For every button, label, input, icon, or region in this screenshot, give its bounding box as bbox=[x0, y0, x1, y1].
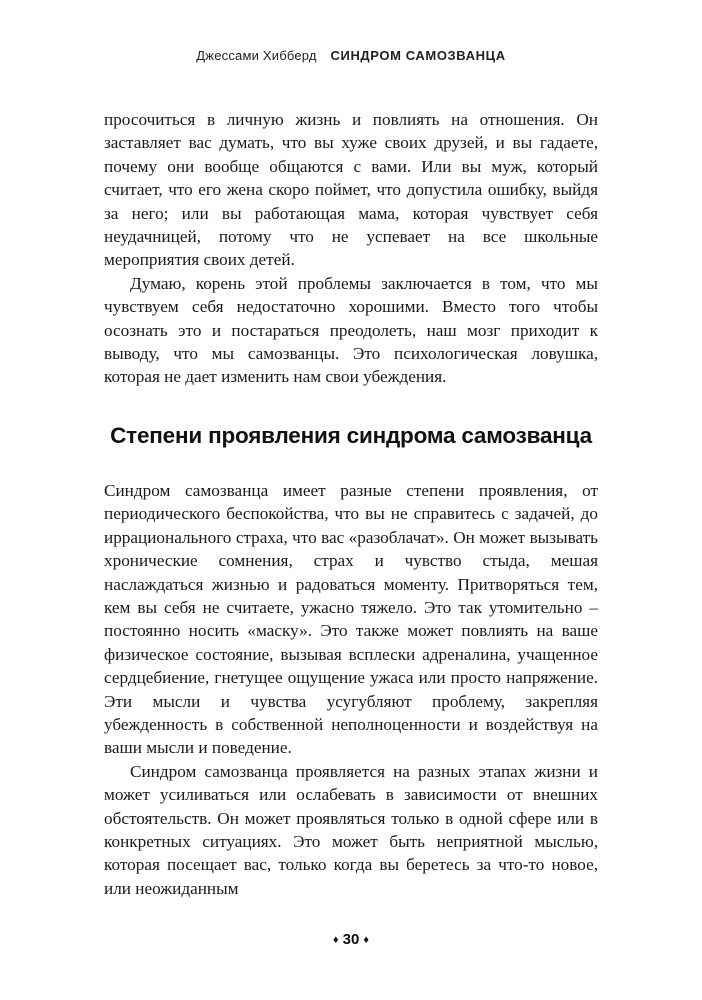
diamond-ornament-left: ♦ bbox=[333, 934, 339, 946]
header-author: Джессами Хибберд bbox=[196, 48, 317, 63]
running-header bbox=[0, 48, 702, 63]
body-paragraph-3: Синдром самозванца имеет разные степени проявления, от периодического беспокойства, что вы не справитесь с задачей, до иррационального страха, что вас «разоблачат». Он может вызывать хронические сомнения, страх и чувство стыда, мешая наслаждаться жизнью и радоваться моменту. Притворяться тем, кем вы себя не считаете, ужасно тяжело. Это так утомительно – постоянно носить «маску». Это также может повлиять на ваше физическое состояние, вызывая всплески адреналина, учащенное сердцебиение, гнетущее ощущение ужаса или просто напряжение. Эти мысли и чувства усугубляют проблему, закрепляя убежденность в собственной неполноценности и воздействуя на ваши мысли и поведение. bbox=[104, 480, 598, 758]
body-paragraph-4: Синдром самозванца проявляется на разных этапах жизни и может усиливаться или ослабевать в зависимости от внешних обстоятельств. Он может проявляться только в одной сфере или в конкретных ситуациях. Это может быть неприятной мыслью, которая посещает вас, только когда вы беретесь за что-то новое, или неожиданным bbox=[104, 761, 598, 898]
body-paragraph-2: Думаю, корень этой проблемы заключается в том, что мы чувствуем себя недостаточно хорошими. Вместо того чтобы осознать это и постараться преодолеть, наш мозг приходит к выводу, что мы самозванцы. Это психологическая ловушка, которая не дает изменить нам свои убеждения. bbox=[104, 273, 598, 387]
page-number-footer bbox=[0, 931, 702, 948]
page-number: 30 bbox=[342, 931, 360, 948]
diamond-ornament-right: ♦ bbox=[363, 934, 369, 946]
page-body bbox=[104, 108, 598, 900]
section-heading: Степени проявления синдрома самозванца bbox=[110, 422, 592, 448]
body-paragraph-1: просочиться в личную жизнь и повлиять на отношения. Он заставляет вас думать, что вы хуже своих друзей, и вы гадаете, почему они вообще общаются с вами. Или вы муж, который считает, что его жена скоро поймет, что допустила ошибку, выйдя за него; или вы работающая мама, которая чувствует себя неудачницей, потому что не успевает на все школьные мероприятия своих детей. bbox=[104, 110, 598, 270]
header-book-title: СИНДРОМ САМОЗВАНЦА bbox=[330, 48, 506, 63]
